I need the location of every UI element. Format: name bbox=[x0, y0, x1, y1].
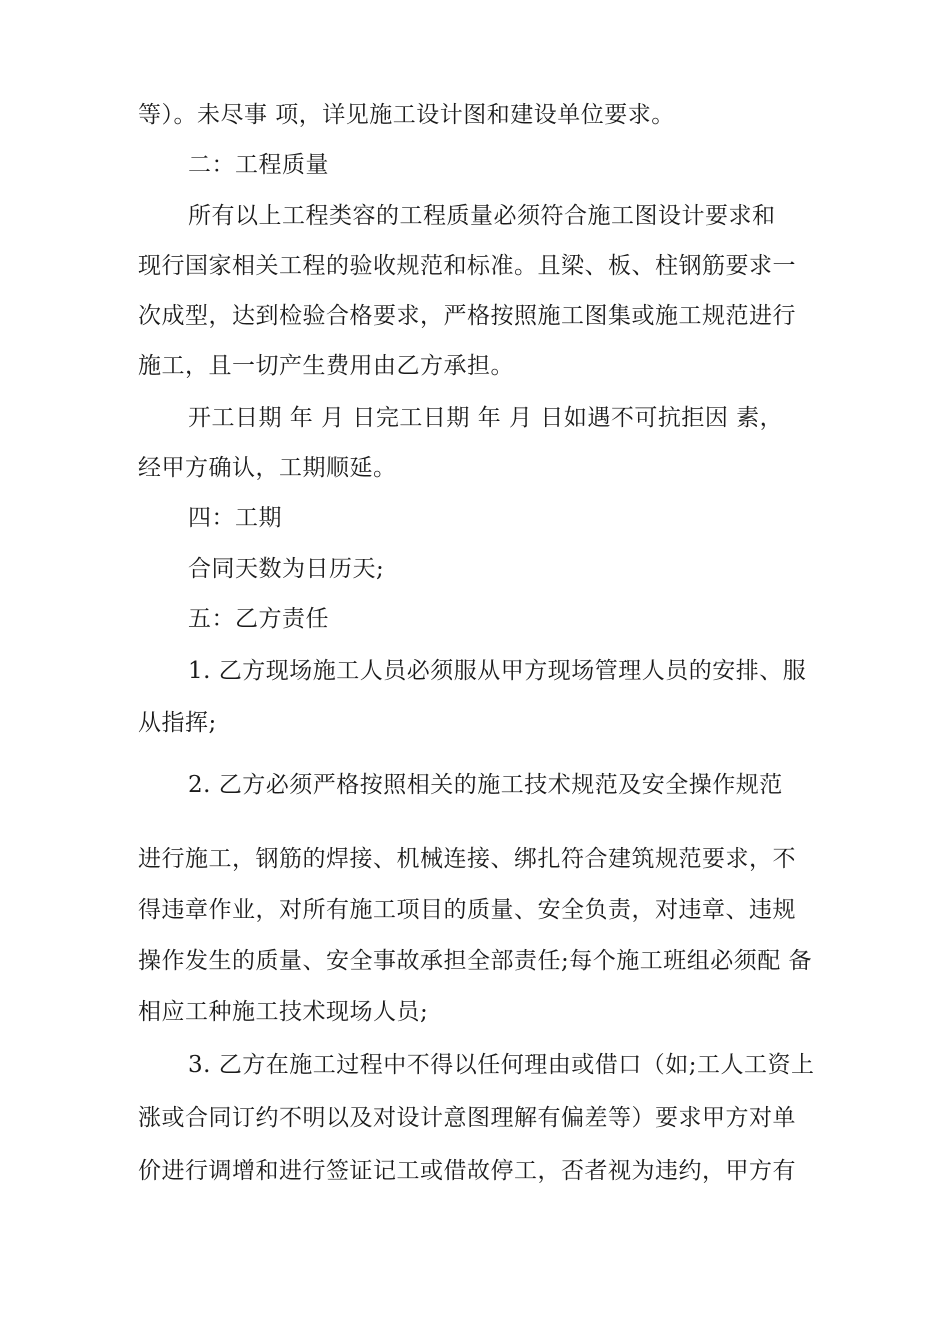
text-line: 施工，且一切产生费用由乙方承担。 bbox=[138, 353, 514, 379]
text-line: 所有以上工程类容的工程质量必须符合施工图设计要求和 bbox=[188, 203, 776, 229]
section-heading-party-b: 五：乙方责任 bbox=[188, 606, 329, 632]
text-line: 进行施工，钢筋的焊接、机械连接、绑扎符合建筑规范要求，不 bbox=[138, 846, 796, 872]
text-line: 价进行调增和进行签证记工或借故停工，否者视为违约，甲方有 bbox=[138, 1158, 796, 1184]
section-heading-duration: 四：工期 bbox=[188, 505, 282, 531]
text-line: 次成型，达到检验合格要求，严格按照施工图集或施工规范进行 bbox=[138, 303, 796, 329]
text-line: 现行国家相关工程的验收规范和标准。且梁、板、柱钢筋要求一 bbox=[138, 253, 796, 279]
text-line: 操作发生的质量、安全事故承担全部责任;每个施工班组必须配 备 bbox=[138, 948, 813, 974]
text-line: 涨或合同订约不明以及对设计意图理解有偏差等）要求甲方对单 bbox=[138, 1105, 796, 1131]
text-line: 开工日期 年 月 日完工日期 年 月 日如遇不可抗拒因 素， bbox=[188, 405, 784, 431]
text-line: 等）。未尽事 项，详见施工设计图和建设单位要求。 bbox=[138, 102, 675, 128]
list-item-3: 3. 乙方在施工过程中不得以任何理由或借口（如;工人工资上 bbox=[188, 1052, 815, 1078]
text-line: 经甲方确认，工期顺延。 bbox=[138, 455, 397, 481]
list-item-1: 1. 乙方现场施工人员必须服从甲方现场管理人员的安排、服 bbox=[188, 658, 807, 684]
text-line: 从指挥; bbox=[138, 710, 217, 736]
text-line: 得违章作业，对所有施工项目的质量、安全负责，对违章、违规 bbox=[138, 897, 796, 923]
text-line: 相应工种施工技术现场人员; bbox=[138, 999, 429, 1025]
list-item-2: 2. 乙方必须严格按照相关的施工技术规范及安全操作规范 bbox=[188, 772, 783, 798]
text-line: 合同天数为日历天; bbox=[188, 556, 385, 582]
section-heading-quality: 二：工程质量 bbox=[188, 152, 329, 178]
